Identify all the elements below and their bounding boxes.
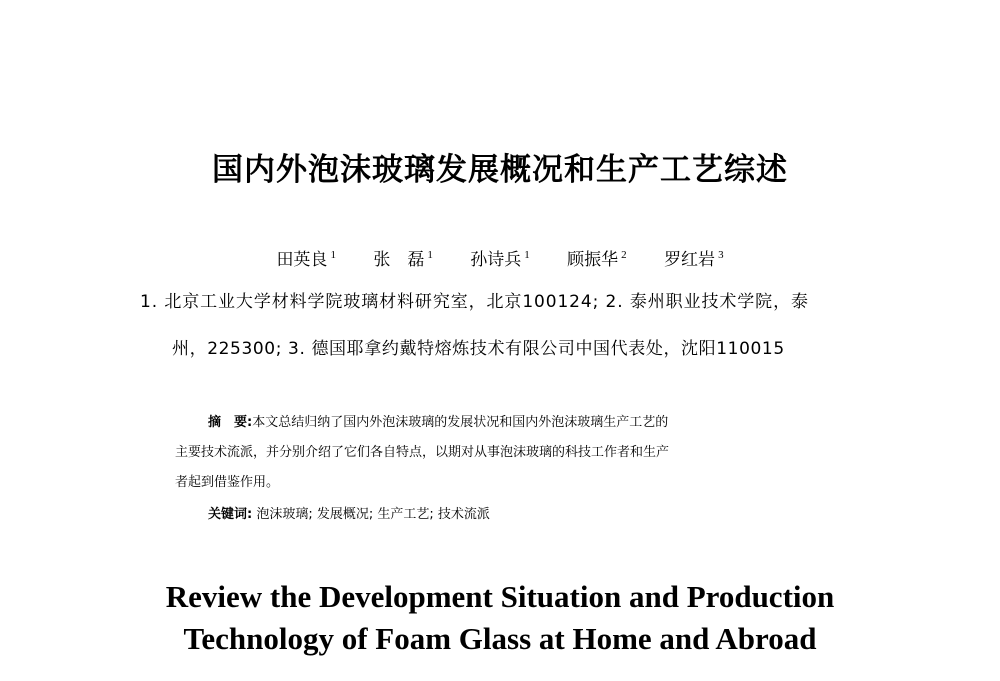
abstract-line: 主要技术流派，并分别介绍了它们各自特点，以期对从事泡沫玻璃的科技工作者和生产 bbox=[175, 445, 670, 460]
affiliation-mark: 1 bbox=[427, 249, 433, 261]
affiliation-mark: 1 bbox=[524, 249, 530, 261]
english-title-line: Technology of Foam Glass at Home and Abroad bbox=[183, 621, 817, 656]
author-name: 顾振华 bbox=[567, 250, 619, 270]
affiliation-mark: 2 bbox=[621, 249, 627, 261]
author bbox=[276, 242, 336, 273]
affiliation-line: 州，225300; 3. 德国耶拿约戴特熔炼技术有限公司中国代表处，沈阳110015 bbox=[172, 339, 785, 359]
keywords-label: 关键词: bbox=[208, 507, 253, 522]
author-name: 罗红岩 bbox=[664, 250, 716, 270]
abstract-line bbox=[208, 413, 878, 433]
author-name: 田英良 bbox=[276, 250, 328, 270]
author-name: 孙诗兵 bbox=[470, 250, 522, 270]
author bbox=[567, 242, 627, 273]
keywords-line bbox=[208, 505, 878, 525]
author bbox=[664, 242, 724, 273]
author-list bbox=[0, 242, 1000, 273]
chinese-title: 国内外泡沫玻璃发展概况和生产工艺综述 bbox=[212, 152, 788, 188]
keywords-text: 泡沫玻璃; 发展概况; 生产工艺; 技术流派 bbox=[256, 507, 490, 522]
affiliation-line: 1. 北京工业大学材料学院玻璃材料研究室，北京100124; 2. 泰州职业技术学院，泰 bbox=[140, 292, 809, 312]
author-name: 张 磊 bbox=[373, 250, 425, 270]
abstract-label: 摘 要: bbox=[208, 415, 253, 430]
author bbox=[470, 242, 530, 273]
affiliation-mark: 1 bbox=[330, 249, 336, 261]
english-title-line: Review the Development Situation and Production bbox=[165, 579, 835, 614]
affiliation-mark: 3 bbox=[718, 249, 724, 261]
abstract-text: 本文总结归纳了国内外泡沫玻璃的发展状况和国内外泡沫玻璃生产工艺的 bbox=[252, 415, 669, 430]
abstract-line: 者起到借鉴作用。 bbox=[175, 475, 280, 490]
author bbox=[373, 242, 433, 273]
